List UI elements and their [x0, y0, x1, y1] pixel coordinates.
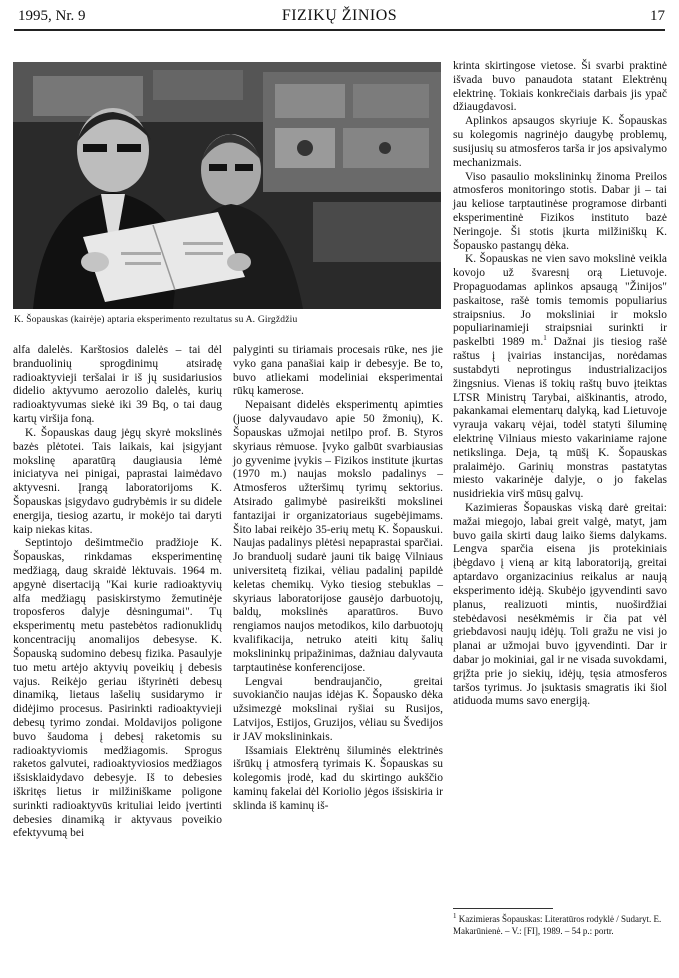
- page-number: 17: [650, 8, 665, 24]
- paragraph: Lengvai bendraujančio, greitai suvokiančio naujas idėjas K. Šopausko dėka užsimezgė mokslinai ryšiai su Rusijos, Latvijos, Estijos, Gruzijos, vėliau su Švedijos ir JAV mokslininkais.: [233, 675, 443, 743]
- footnote-number: 1: [453, 912, 457, 920]
- page-header: [14, 6, 665, 28]
- paragraph: Kazimieras Šopauskas viską darė greitai: mažai miegojo, labai greit valgė, matyt, jam buvo gaila skirti daug laiko šiems dalykams. Lengva sparčia eisena jis protekiniais įbėgdavo į vieną ar kitą laboratoriją, greitai aptardavo organizacinius reikalus ar naują eksperimento idėją. Skubėjo įgyvendinti savo planus, realizuoti mintis, nuoširdžiai stebėdavosi nesėkmėmis ir čia pat vėl griebdavosi naujų idėjų. Toli gražu ne visi jo planai ar užmojai buvo įgyvendinti. Dar ir dabar jo mokiniai, gal ir ne visada suvokdami, grįžta prie jo siekių, idėjų, tęsia atmosferos taršos tyrimus. Jo įsuktasis smagratis iki šiol atiduoda mums savo energiją.: [453, 502, 667, 708]
- issue-label: 1995, Nr. 9: [18, 8, 86, 24]
- header-rule: [14, 29, 665, 31]
- text-column-2: [233, 344, 443, 814]
- journal-title: FIZIKŲ ŽINIOS: [281, 7, 398, 24]
- paragraph: palyginti su tiriamais procesais rūke, nes jie vyko gana panašiai kaip ir debesyje. Be to, buvo atliekami modeliniai eksperimentai rūkų kamerose.: [233, 344, 443, 398]
- paragraph-text: K. Šopauskas ne vien savo mokslinė veikla kovojo už švaresnį orą Lietuvoje. Propaguodamas aplinkos apsaugą "Žinijos" paskaitose, rašė tomis temomis populiarius straipsnius. Jo moksliniai ir mokslo populiarinamieji straipsniai surinkti ir paskelbti 1989 m.: [453, 253, 667, 349]
- article-photo: [13, 62, 441, 309]
- paragraph: Aplinkos apsaugos skyriuje K. Šopauskas su kolegomis nagrinėjo daugybę problemų, susijusių su atmosferos tarša ir jos apsivalymo mechanizmais.: [453, 115, 667, 169]
- paragraph: [453, 253, 667, 502]
- paragraph: Septintojo dešimtmečio pradžioje K. Šopauskas, rinkdamas eksperimentinę medžiagą, daug skraidė lėktuvais. 1964 m. apgynė disertaciją "Kai kurie radioaktyvių alfa medžiagų pasiskirstymo žemutinėje troposferos dalyje dėsningumai". Tų eksperimentų metu pastebėtos radionuklidų koncentracijų anomalijos debesyse. K. Šopauską sudomino debesų fizika. Pasaulyje tuo metu artėjo aktyvių poveikių į debesis vajus. Reikėjo geriau ištyrinėti debesų dinamiką, lietaus lašelių susidarymo ir didėjimo procesus. Pasirinkti radioaktyvieji debesų tyrimo zondai. Moldavijos poligone buvo šaudoma į debesį raketomis su radioaktyviomis medžiagomis. Sprogus raketos galvutei, radioaktyviosios medžiagos išsisklaidydavo debesyje. Iš to debesies iškritęs lietus ir milžiniškame poligone surinkti radioaktyvūs krituliai leido įvertinti debesies dinamiką ir aktyvaus poveikio efektyvumą bei: [13, 537, 222, 840]
- paragraph: Nepaisant didelės eksperimentų apimties (juose dalyvaudavo apie 50 žmonių), K. Šopauskas užmojai netilpo prof. B. Styros skyriaus rėmuose. Įvyko galbūt svarbiausias jo gyvenime įvykis – Fizikos institute įkurtas (1970 m.) naujas mokslo padalinys – Atmosferos užteršimų tyrimų sektorius. Atsirado galimybė pasireikšti mokslinei fantazijai ir organizatoriaus sugebėjimams. Šito labai reikėjo 35-erių metų K. Šopauskui. Naujas padalinys plėtėsi nepaprastai sparčiai. Jo branduolį sudarė jauni tik baigę Vilniaus universitetą fizikai, vėliau padalinį papildė keletas chemikų. Vyko tiesiog stebuklas – skyriaus laboratorijose gausėjo darbuotojų, baldų, mokslinės aparatūros. Buvo rengiamos naujos metodikos, kilo darbuotojų kvalifikacija, netruko ateiti kitų šalių mokslininkų pripažinimas, dažniau dalyvauta tarptautinėse konferencijose.: [233, 399, 443, 674]
- paragraph: krinta skirtingose vietose. Ši svarbi praktinė išvada buvo panaudota statant Elektrėnų elektrinę. Tokiais konkrečiais darbais jis ypač džiaugdavosi.: [453, 60, 667, 114]
- paragraph-text-cont: Dažnai jis tiesiog rašė raštus į įvairias instancijas, norėdamas sustabdyti neprotingus industrializacijos žingsnius. Vienas iš tokių raštų buvo įteiktas LTSR Ministrų Tarybai, aiškinantis, atrodo, pakankamai elementarų dalyką, kad Lietuvoje vyraujа vakarų vėjai, todėl statyti šiluminę elektrinę Vilniaus miesto vakariniame rajone netikslinga. Deja, tą mūšį K. Šopauskas pralaimėjo. Garinių monstras pastatytas miesto vakarinėje dalyje, o jo fakelas nusidriekia virš mūsų galvų.: [453, 336, 668, 501]
- footnote: [453, 913, 667, 937]
- paragraph: K. Šopauskas daug jėgų skyrė mokslinės bazės plėtotei. Tais laikais, kai įsigyjant mokslinę aparatūrą daugiausia lėmė iniciatyva nei pinigai, paprastai laimėdavo aktyvesni. Įrangą laboratorijoms K. Šopauskas įsigydavo gudrybėmis ir su didele energija, tiesiog azartu, ir mokėjo tai daryti kaip niekas kitas.: [13, 426, 222, 536]
- text-column-3: [453, 60, 667, 709]
- footnote-text: Kazimieras Šopauskas: Literatūros rodyklė / Sudaryt. E. Makarūnienė. – V.: [FI], 1989. – 54 p.: portr.: [453, 914, 662, 936]
- photo-caption: K. Šopauskas (kairėje) aptaria eksperimento rezultatus su A. Girgždžiu: [14, 315, 298, 325]
- footnote-ref[interactable]: 1: [543, 334, 547, 343]
- paragraph: Išsamiais Elektrėnų šiluminės elektrinės išrūkų į atmosferą tyrimais K. Šopauskas su kolegomis įrodė, kad du skirtingo aukščio kaminų fakelai dėl Koriolio jėgos išsiskiria ir sklinda iš kaminų iš-: [233, 744, 443, 812]
- paragraph: Viso pasaulio mokslininkų žinoma Preilos atmosferos monitoringo stotis. Dabar ji – tai jau keliose tarptautinėse programose dirbanti eksperimentinė Fizikos instituto bazė Neringoje. Ši stotis įkurta milžiniškų K. Šopausko pastangų dėka.: [453, 170, 667, 252]
- footnote-rule: [453, 908, 553, 909]
- text-column-1: [13, 344, 222, 841]
- paragraph: alfa dalelės. Karštosios dalelės – tai dėl branduolinių sprogdinimų atsiradę radioaktyvieji teršalai ir iš jų susidariusios didelio aktyvumo aerozolio dalelės, kurių radioaktyvumas siekė iki 39 Bq, o tai daug kartų viršija foną.: [13, 344, 222, 426]
